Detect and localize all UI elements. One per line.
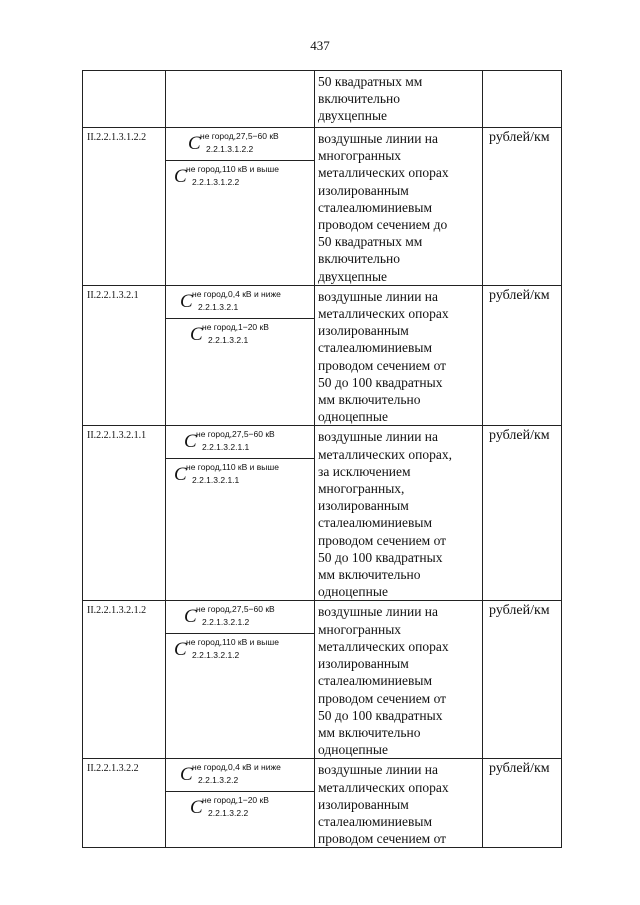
formula-symbol: C [174, 464, 187, 486]
formula-symbol: C [190, 323, 203, 345]
formula-cell [166, 285, 315, 426]
formula-symbol: C [180, 290, 193, 312]
formula-cell [166, 759, 315, 848]
description-line: проводом сечением до [318, 217, 448, 233]
formula-symbol: C [174, 639, 187, 661]
formula [166, 458, 314, 491]
description-line: проводом сечением от [318, 532, 447, 548]
formula-superscript: не город,1−20 кВ [202, 795, 269, 806]
row-unit: рублей/км [483, 426, 562, 601]
formula-subscript: 2.2.1.3.2.1.1 [192, 475, 240, 486]
formula-subscript: 2.2.1.3.2.2 [208, 808, 249, 819]
formula-symbol: C [190, 797, 203, 819]
description-line: за исключением [318, 463, 411, 479]
description-line: изолированным [318, 323, 409, 339]
formula-superscript: не город,27,5−60 кВ [196, 604, 275, 615]
formula [166, 791, 314, 824]
row-unit [483, 71, 562, 128]
description-line: 50 до 100 квадратных [318, 374, 443, 390]
description-line: многогранных, [318, 481, 405, 497]
formula-subscript: 2.2.1.3.2.2 [198, 775, 239, 786]
formula-symbol: C [184, 606, 197, 628]
row-description [315, 601, 483, 759]
row-description [315, 285, 483, 426]
description-line: мм включительно [318, 724, 421, 740]
formula-superscript: не город,110 кВ и выше [186, 164, 279, 174]
formula-subscript: 2.2.1.3.2.1.2 [192, 650, 240, 661]
formula-superscript: не город,110 кВ и выше [186, 462, 279, 473]
tariff-table [82, 70, 562, 848]
table-row [83, 285, 562, 426]
row-description [315, 759, 483, 848]
description-line: изолированным [318, 182, 409, 198]
formula [166, 426, 314, 458]
formula-superscript: не город,0,4 кВ и ниже [192, 288, 281, 299]
description-line: воздушные линии на [318, 131, 439, 146]
description-line: 50 до 100 квадратных [318, 549, 443, 565]
formula-subscript: 2.2.1.3.1.2.2 [206, 144, 254, 154]
formula [166, 160, 314, 193]
description-line: металлических опорах, [318, 446, 453, 462]
row-code [83, 71, 166, 128]
row-description [315, 128, 483, 286]
formula-cell [166, 71, 315, 128]
description-line: металлических опорах [318, 638, 449, 654]
row-description [315, 71, 483, 128]
description-line: сталеалюминиевым [318, 199, 433, 215]
formula-subscript: 2.2.1.3.2.1 [208, 334, 249, 345]
formula-symbol: C [188, 133, 201, 154]
formula-subscript: 2.2.1.3.2.1.1 [202, 442, 250, 453]
row-unit: рублей/км [483, 601, 562, 759]
table-row [83, 128, 562, 286]
formula-superscript: не город,110 кВ и выше [186, 637, 279, 648]
formula-subscript: 2.2.1.3.1.2.2 [192, 177, 240, 187]
description-line: сталеалюминиевым [318, 813, 433, 829]
row-code: II.2.2.1.3.2.2 [83, 759, 166, 848]
description-line: изолированным [318, 796, 409, 812]
description-line: двухцепные [318, 108, 388, 124]
table-row [83, 759, 562, 848]
formula-cell [166, 426, 315, 601]
description-line: воздушные линии на [318, 429, 439, 445]
description-line: изолированным [318, 498, 409, 514]
description-line: 50 до 100 квадратных [318, 707, 443, 723]
row-code: II.2.2.1.3.2.1 [83, 285, 166, 426]
description-line: мм включительно [318, 392, 421, 408]
formula-symbol: C [184, 431, 197, 453]
description-line: воздушные линии на [318, 762, 439, 778]
formula [166, 759, 314, 791]
description-line: металлических опорах [318, 165, 449, 181]
formula-subscript: 2.2.1.3.2.1.2 [202, 617, 250, 628]
description-line: мм включительно [318, 567, 421, 583]
formula [166, 286, 314, 318]
description-line: многогранных [318, 621, 402, 637]
row-code: II.2.2.1.3.1.2.2 [83, 128, 166, 286]
description-line: проводом сечением от [318, 831, 447, 847]
description-line: изолированным [318, 656, 409, 672]
description-line: многогранных [318, 148, 402, 164]
description-line: металлических опорах [318, 306, 449, 322]
formula-superscript: не город,1−20 кВ [202, 321, 269, 332]
description-line: 50 квадратных мм [318, 234, 423, 250]
formula [166, 128, 314, 160]
description-line: сталеалюминиевым [318, 515, 433, 531]
row-unit: рублей/км [483, 285, 562, 426]
formula [166, 633, 314, 666]
formula-superscript: не город,27,5−60 кВ [200, 131, 279, 141]
formula-symbol: C [174, 166, 187, 187]
description-line: двухцепные [318, 268, 388, 284]
description-line: металлических опорах [318, 779, 449, 795]
description-line: проводом сечением от [318, 690, 447, 706]
description-line: одноцепные [318, 584, 388, 600]
description-line: воздушные линии на [318, 604, 439, 620]
formula [166, 601, 314, 633]
description-line: включительно [318, 91, 401, 107]
table-body [83, 71, 562, 848]
description-line: одноцепные [318, 409, 388, 425]
description-line: сталеалюминиевым [318, 340, 433, 356]
table-row [83, 71, 562, 128]
table-row [83, 601, 562, 759]
description-line: сталеалюминиевым [318, 673, 433, 689]
formula-subscript: 2.2.1.3.2.1 [198, 301, 239, 312]
row-description [315, 426, 483, 601]
description-line: включительно [318, 251, 401, 267]
row-code: II.2.2.1.3.2.1.1 [83, 426, 166, 601]
formula-superscript: не город,27,5−60 кВ [196, 429, 275, 440]
description-line: 50 квадратных мм [318, 74, 423, 89]
description-line: проводом сечением от [318, 357, 447, 373]
row-code: II.2.2.1.3.2.1.2 [83, 601, 166, 759]
row-unit: рублей/км [483, 128, 562, 286]
page-number: 437 [310, 38, 330, 53]
table-row [83, 426, 562, 601]
formula-cell [166, 601, 315, 759]
row-unit: рублей/км [483, 759, 562, 848]
formula [166, 318, 314, 351]
description-line: одноцепные [318, 742, 388, 758]
formula-symbol: C [180, 764, 193, 786]
formula-cell [166, 128, 315, 286]
formula-superscript: не город,0,4 кВ и ниже [192, 762, 281, 773]
description-line: воздушные линии на [318, 288, 439, 304]
